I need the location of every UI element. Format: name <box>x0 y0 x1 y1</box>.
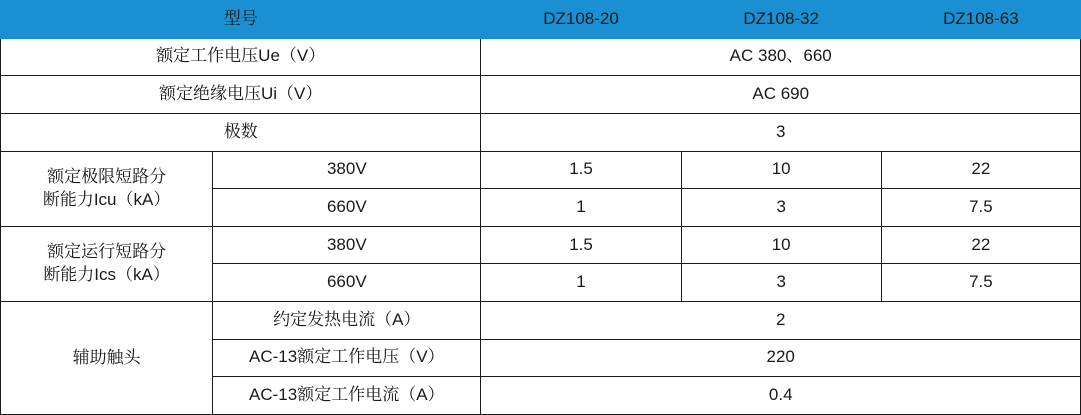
row-value-rated-insulation-voltage: AC 690 <box>481 76 1081 114</box>
value-ics-660v-model1: 1 <box>481 264 681 302</box>
value-icu-660v-model2: 3 <box>681 189 881 227</box>
sub-label-icu-380v: 380V <box>213 151 481 189</box>
row-label-auxiliary-contact: 辅助触头 <box>1 302 213 415</box>
value-icu-380v-model3: 22 <box>881 151 1080 189</box>
value-icu-660v-model1: 1 <box>481 189 681 227</box>
header-model-label: 型号 <box>1 1 481 39</box>
row-label-ics <box>1 226 213 301</box>
table-row <box>1 76 1081 114</box>
value-ac13-current: 0.4 <box>481 377 1081 415</box>
row-label-rated-insulation-voltage: 额定绝缘电压Ui（V） <box>1 76 481 114</box>
value-ics-660v-model2: 3 <box>681 264 881 302</box>
table-row <box>1 226 1081 264</box>
sub-label-ics-660v: 660V <box>213 264 481 302</box>
value-icu-380v-model2: 10 <box>681 151 881 189</box>
value-ics-380v-model2: 10 <box>681 226 881 264</box>
row-value-poles: 3 <box>481 113 1081 151</box>
sub-label-ics-380v: 380V <box>213 226 481 264</box>
row-label-icu-line2: 断能力Icu（kA） <box>42 189 171 209</box>
table-row <box>1 302 1081 340</box>
header-model-1: DZ108-20 <box>481 1 681 39</box>
row-label-icu-line1: 额定极限短路分 <box>47 166 167 186</box>
value-ac13-voltage: 220 <box>481 339 1081 377</box>
value-ics-380v-model1: 1.5 <box>481 226 681 264</box>
sub-label-icu-660v: 660V <box>213 189 481 227</box>
value-icu-660v-model3: 7.5 <box>881 189 1080 227</box>
sub-label-ac13-voltage: AC-13额定工作电压（V） <box>213 339 481 377</box>
table-row <box>1 113 1081 151</box>
table-row <box>1 38 1081 76</box>
table-header-row <box>1 1 1081 39</box>
sub-label-thermal-current: 约定发热电流（A） <box>213 302 481 340</box>
row-label-poles: 极数 <box>1 113 481 151</box>
row-label-rated-working-voltage: 额定工作电压Ue（V） <box>1 38 481 76</box>
header-model-2: DZ108-32 <box>681 1 881 39</box>
sub-label-ac13-current: AC-13额定工作电流（A） <box>213 377 481 415</box>
value-thermal-current: 2 <box>481 302 1081 340</box>
header-model-3: DZ108-63 <box>881 1 1080 39</box>
row-label-icu <box>1 151 213 226</box>
value-ics-380v-model3: 22 <box>881 226 1080 264</box>
value-ics-660v-model3: 7.5 <box>881 264 1080 302</box>
table-row <box>1 151 1081 189</box>
row-value-rated-working-voltage: AC 380、660 <box>481 38 1081 76</box>
row-label-ics-line1: 额定运行短路分 <box>47 241 167 261</box>
value-icu-380v-model1: 1.5 <box>481 151 681 189</box>
row-label-ics-line2: 断能力Ics（kA） <box>43 264 170 284</box>
